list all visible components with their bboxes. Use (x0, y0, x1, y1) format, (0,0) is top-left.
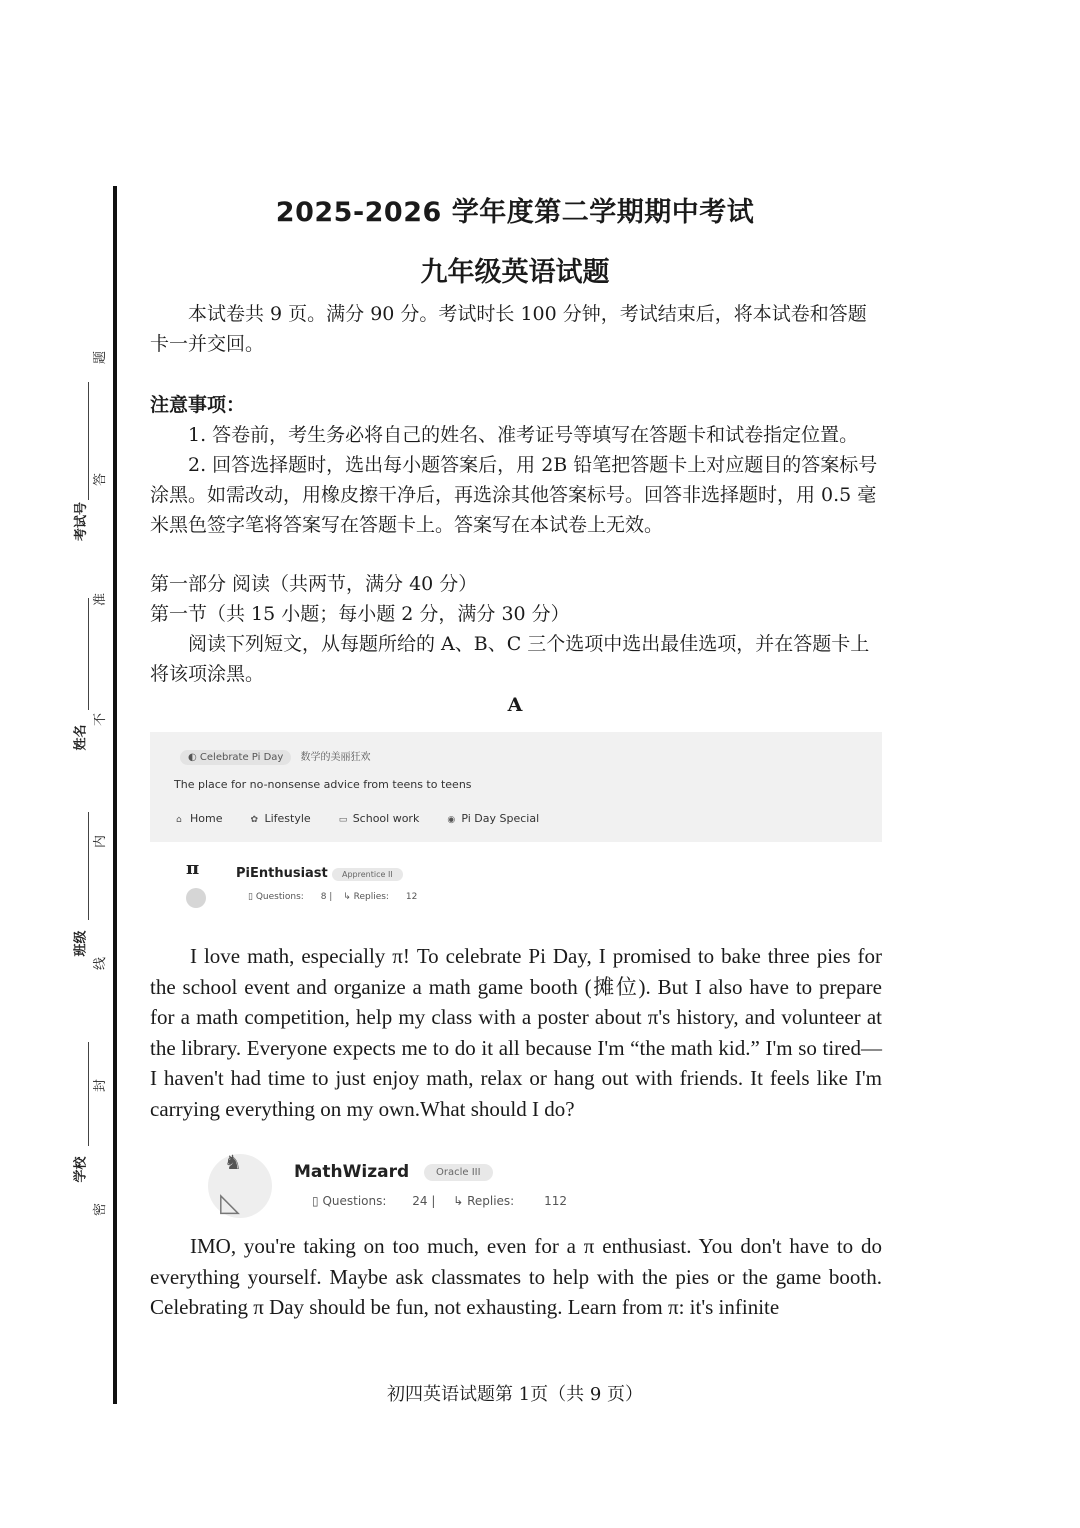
questions-value: 8 (320, 892, 327, 902)
nav-label: Pi Day Special (461, 812, 540, 825)
post1-user-card (178, 858, 478, 918)
reply-icon: ↳ (343, 892, 351, 902)
banner-extra: 数学的美丽狂欢 (300, 752, 371, 763)
margin-field-name: 姓名 (73, 724, 89, 751)
wizard-icon: ♞ (224, 1150, 242, 1174)
binding-line (113, 186, 117, 1404)
intro-text: 本试卷共 9 页。满分 90 分。考试时长 100 分钟，考试结束后，将本试卷和答题卡一并交回。 (150, 303, 867, 355)
home-icon: ⌂ (176, 815, 182, 825)
replies-value: 112 (544, 1194, 567, 1208)
user-badge: Oracle III (424, 1164, 493, 1181)
margin-field-exam-number: 考试号 (74, 501, 90, 542)
nav-item-lifestyle[interactable] (250, 812, 310, 825)
username[interactable]: MathWizard (294, 1162, 410, 1182)
margin-rule (88, 598, 89, 710)
user-badge: Apprentice II (332, 868, 403, 881)
forum-header (150, 732, 882, 842)
passage-letter: A (507, 694, 523, 716)
seal-char: 密 (93, 1202, 109, 1217)
margin-field-class: 班级 (73, 930, 89, 957)
username[interactable]: PiEnthusiast (236, 866, 328, 881)
part-title: 第一部分 阅读（共两节，满分 40 分） (150, 573, 478, 595)
post2-user-card (206, 1148, 626, 1222)
questions-label: Questions: (322, 1194, 387, 1208)
replies-value: 12 (405, 892, 418, 902)
seal-char: 准 (93, 592, 109, 607)
margin-field-school: 学校 (73, 1156, 89, 1183)
pi-avatar-symbol: π (186, 858, 200, 879)
seal-char: 不 (93, 712, 109, 727)
post2-body: IMO, you're taking on too much, even for a π enthusiast. You don't have to do everything yourself. Maybe ask classmates to help with the pies or the game booth. Celebrating π Day should be fun, not exhausting. Learn from π: it's infinite (150, 1234, 882, 1319)
notes-list (150, 420, 882, 540)
questions-value: 24 (412, 1194, 428, 1208)
nav-item-pi-day[interactable] (447, 812, 539, 825)
lifestyle-icon: ✿ (250, 815, 259, 825)
set-square-icon: ◺ (220, 1188, 240, 1218)
notes-heading: 注意事项： (150, 394, 246, 416)
margin-rule (88, 812, 89, 920)
note-item: 2. 回答选择题时，选出每小题答案后，用 2B 铅笔把答题卡上对应题目的答案标号涂黑。如需改动，用橡皮擦干净后，再选涂其他答案标号。回答非选择题时，用 0.5 毫米黑色签字笔将答案写在答题卡上。答案写在本试卷上无效。 (150, 454, 878, 536)
replies-label: Replies: (467, 1194, 515, 1208)
reply-icon: ↳ (453, 1194, 464, 1208)
exam-subtitle: 九年级英语试题 (420, 257, 610, 288)
page-footer: 初四英语试题第 1页（共 9 页） (386, 1384, 644, 1405)
forum-banner (180, 748, 371, 765)
nav-label: Home (190, 812, 223, 825)
banner-tag-label: Celebrate Pi Day (199, 752, 284, 763)
seal-char: 题 (93, 350, 109, 365)
user-stats: ▯ Questions: 8 | ↳ Replies: 12 (248, 892, 418, 902)
replies-label: Replies: (353, 892, 389, 902)
questions-label: Questions: (255, 892, 304, 902)
margin-rule (88, 1042, 89, 1146)
seal-char: 内 (93, 834, 109, 849)
question-icon: ▯ (248, 892, 253, 902)
seal-char: 封 (93, 1078, 109, 1093)
seal-char: 答 (93, 472, 109, 487)
question-icon: ▯ (312, 1194, 319, 1208)
note-item: 1. 答卷前，考生务必将自己的姓名、准考证号等填写在答题卡和试卷指定位置。 (188, 424, 859, 446)
pi-icon: ◉ (447, 815, 456, 825)
avatar (186, 888, 206, 908)
user-stats: ▯ Questions: 24 | ↳ Replies: 112 (312, 1194, 567, 1208)
forum-tagline: The place for no-nonsense advice from teens to teens (174, 778, 472, 791)
forum-nav (176, 812, 539, 825)
exam-title: 2025-2026 学年度第二学期期中考试 (275, 197, 755, 228)
section-instructions: 阅读下列短文，从每题所给的 A、B、C 三个选项中选出最佳选项，并在答题卡上将该项涂黑。 (150, 633, 870, 685)
nav-item-school-work[interactable] (339, 812, 420, 825)
book-icon: ▭ (338, 815, 348, 825)
nav-item-home[interactable] (176, 812, 222, 825)
intro-block (150, 299, 882, 359)
part-block (150, 569, 882, 689)
seal-char: 线 (93, 956, 109, 971)
post1-body: I love math, especially π! To celebrate Pi Day, I promised to bake three pies for the school event and organize a math game booth (摊位). But I also have to prepare for a math competition, help my class with a poster about π's history, and volunteer at the library. Everyone expects me to do it all because I'm “the math kid.” I'm so tired—I haven't had time to just enjoy math, relax or hang out with friends. It feels like I'm carrying everything on my own.What should I do? (150, 944, 882, 1121)
nav-label: School work (352, 812, 420, 825)
section-title: 第一节（共 15 小题；每小题 2 分，满分 30 分） (150, 603, 570, 625)
nav-label: Lifestyle (264, 812, 311, 825)
banner-tag: ◐ Celebrate Pi Day (180, 750, 291, 765)
